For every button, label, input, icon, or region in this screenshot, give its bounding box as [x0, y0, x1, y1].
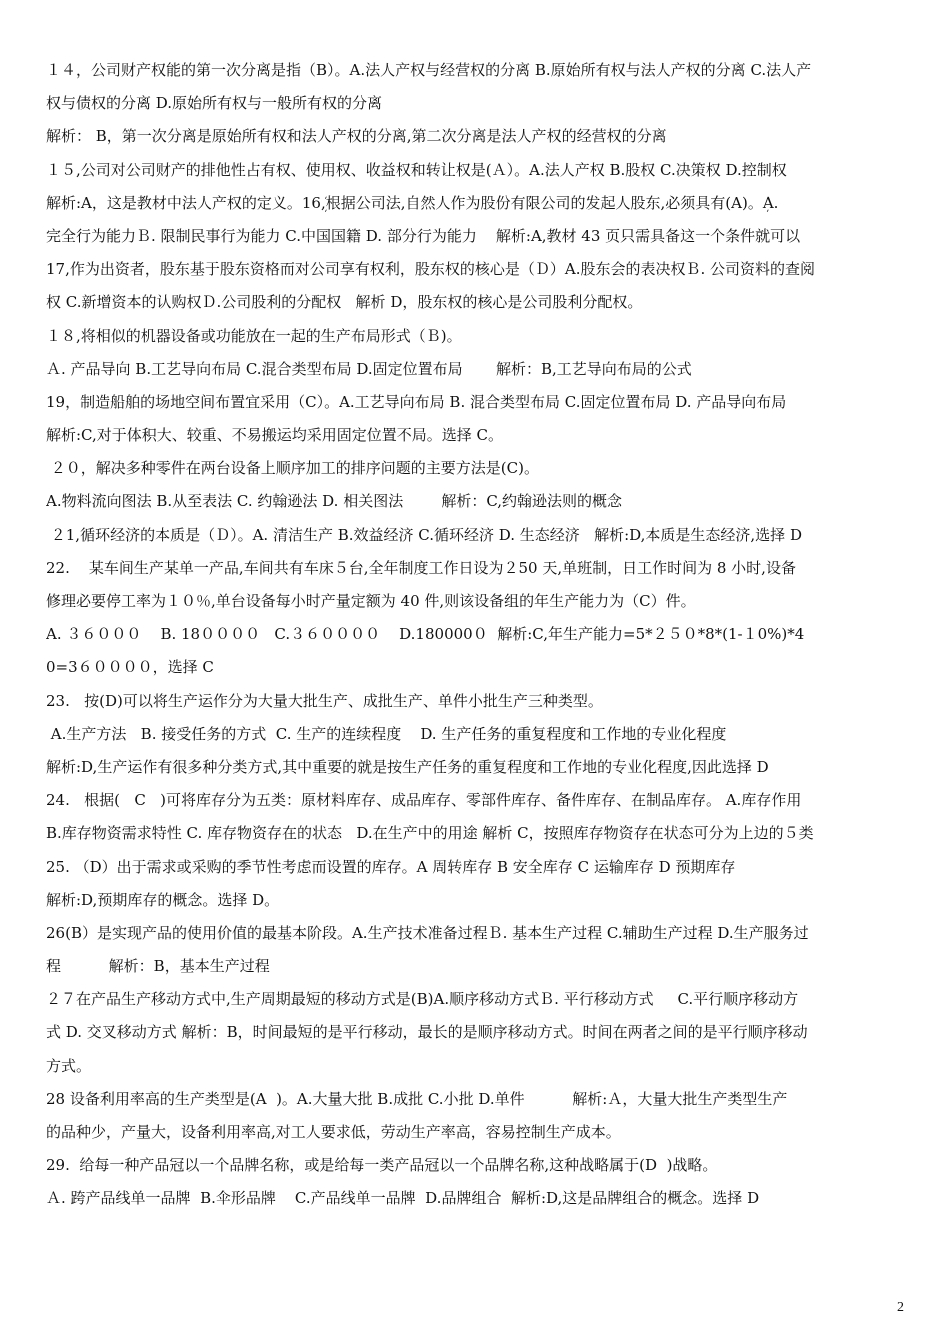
- text-line: A.生产方法 B. 接受任务的方式 C. 生产的连续程度 D. 生产任务的重复程度和工作地的专业化程度: [46, 724, 727, 743]
- text-line: 22. 某车间生产某单一产品,车间共有车床５台,全年制度工作日设为２50 天,单班制，日工作时间为 8 小时,设备: [46, 558, 796, 577]
- text-line: １５,公司对公司财产的排他性占有权、使用权、收益权和转让权是(Ａ）。A.法人产权 B.股权 C.决策权 D.控制权: [46, 160, 787, 179]
- text-line: 23. 按(D)可以将生产运作分为大量大批生产、成批生产、单件小批生产三种类型。: [46, 691, 603, 710]
- text-line: 修理必要停工率为１０％,单台设备每小时产量定额为 40 件,则该设备组的年生产能力为（C）件。: [46, 592, 696, 610]
- text-line: B.库存物资需求特性 C. 库存物资存在的状态 D.在生产中的用途 解析 C，按照库存物资存在状态可分为上边的５类: [46, 824, 814, 843]
- text-line: 28 设备利用率高的生产类型是(A )。A.大量大批 B.成批 C.小批 D.单件 解析:Ａ，大量大批生产类型生产: [46, 1089, 788, 1108]
- text-line: 24. 根据( C )可将库存分为五类：原材料库存、成品库存、零部件库存、备件库存、在制品库存。 A.库存作用: [46, 791, 802, 810]
- text-line: 方式。: [46, 1056, 92, 1075]
- text-line: 29. 给每一种产品冠以一个品牌名称，或是给每一类产品冠以一个品牌名称,这种战略属于(D )战略。: [46, 1156, 718, 1175]
- text-line: 19，制造船舶的场地空间布置宜采用（C）。A.工艺导向布局 B. 混合类型布局 C.固定位置布局 D. 产品导向布局: [46, 392, 787, 411]
- text-line: ２1,循环经济的本质是（Ｄ）。A. 清洁生产 B.效益经济 C.循环经济 D. 生态经济 解析:D,本质是生态经济,选择 D: [46, 525, 802, 544]
- text-line: 解析:A，这是教材中法人产权的定义。16ܲ,根据公司法,自然人作为股份有限公司的发起人股东,必须具有(A)。ܲA.: [46, 193, 779, 212]
- text-line: Ａ. 跨产品线单一品牌 B.伞形品牌 C.产品线单一品牌 D.品牌组合 解析:D,这是品牌组合的概念。选择 D: [46, 1189, 760, 1208]
- text-line: 解析:D,生产运作有很多种分类方式,其中重要的就是按生产任务的重复程度和工作地的专业化程度,因此选择 D: [46, 757, 769, 776]
- text-line: 式 D. 交叉移动方式 解析：B，时间最短的是平行移动，最长的是顺序移动方式。时间在两者之间的是平行顺序移动: [46, 1023, 808, 1042]
- text-line: 权与债权的分离 D.原始所有权与一般所有权的分离: [46, 94, 383, 113]
- text-line: 的品种少，产量大，设备利用率高,对工人要求低，劳动生产率高，容易控制生产成本。: [46, 1123, 621, 1141]
- text-line: 0=3６００００，选择 C: [46, 658, 214, 677]
- text-line: 完全行为能力Ｂ. 限制民事行为能力 C.中国国籍 D. 部分行为能力 解析:A,教材 43 页只需具备这一个条件就可以: [46, 226, 801, 245]
- text-line: A.物料流向图法 B.从至表法 C. 约翰逊法 D. 相关图法 解析：C,约翰逊法则的概念: [46, 492, 623, 511]
- text-line: 权 C.新增资本的认购权Ｄ.公司股利的分配权 解析 D，股东权的核心是公司股利分配权。: [46, 293, 643, 312]
- text-line: 解析:D,预期库存的概念。选择 D。: [46, 890, 280, 909]
- text-line: A. ３６０００ B. 18００００ C.３６００００ D.180000０ 解析:C,年生产能力=5*２５０*8*(1-１0%)*4: [46, 625, 805, 644]
- text-line: 26(B）是实现产品的使用价值的最基本阶段。A.生产技术准备过程Ｂ. 基本生产过程 C.辅助生产过程 D.生产服务过: [46, 923, 809, 942]
- text-line: ２０，解决多种零件在两台设备上顺序加工的排序问题的主要方法是(C)。: [46, 459, 539, 478]
- text-line: ２７在产品生产移动方式中,生产周期最短的移动方式是(B)A.顺序移动方式Ｂ. 平行移动方式 C.平行顺序移动方: [46, 990, 799, 1009]
- text-line: １８,将相似的机器设备或功能放在一起的生产布局形式（Ｂ)。: [46, 326, 462, 345]
- page-number: 2: [897, 1300, 904, 1315]
- text-line: 25. （D）出于需求或采购的季节性考虑而设置的库存。A 周转库存 B 安全库存 C 运输库存 D 预期库存: [46, 857, 736, 876]
- text-line: 17,作为出资者，股东基于股东资格而对公司享有权利，股东权的核心是（Ｄ）A.股东会的表决权Ｂ. 公司资料的查阅: [46, 260, 815, 279]
- text-line: Ａ. 产品导向 B.工艺导向布局 C.混合类型布局 D.固定位置布局 解析：B,工艺导向布局的公式: [46, 359, 692, 378]
- text-line: 程 解析：B，基本生产过程: [46, 957, 270, 976]
- text-line: 解析:C,对于体积大、较重、不易搬运均采用固定位置不局。选择 C。: [46, 426, 504, 445]
- text-line: 解析： B，第一次分离是原始所有权和法人产权的分离,第二次分离是法人产权的经营权的分离: [46, 127, 667, 146]
- text-line: １４，公司财产权能的第一次分离是指（B）。A.法人产权与经营权的分离 B.原始所有权与法人产权的分离 C.法人产: [46, 61, 812, 79]
